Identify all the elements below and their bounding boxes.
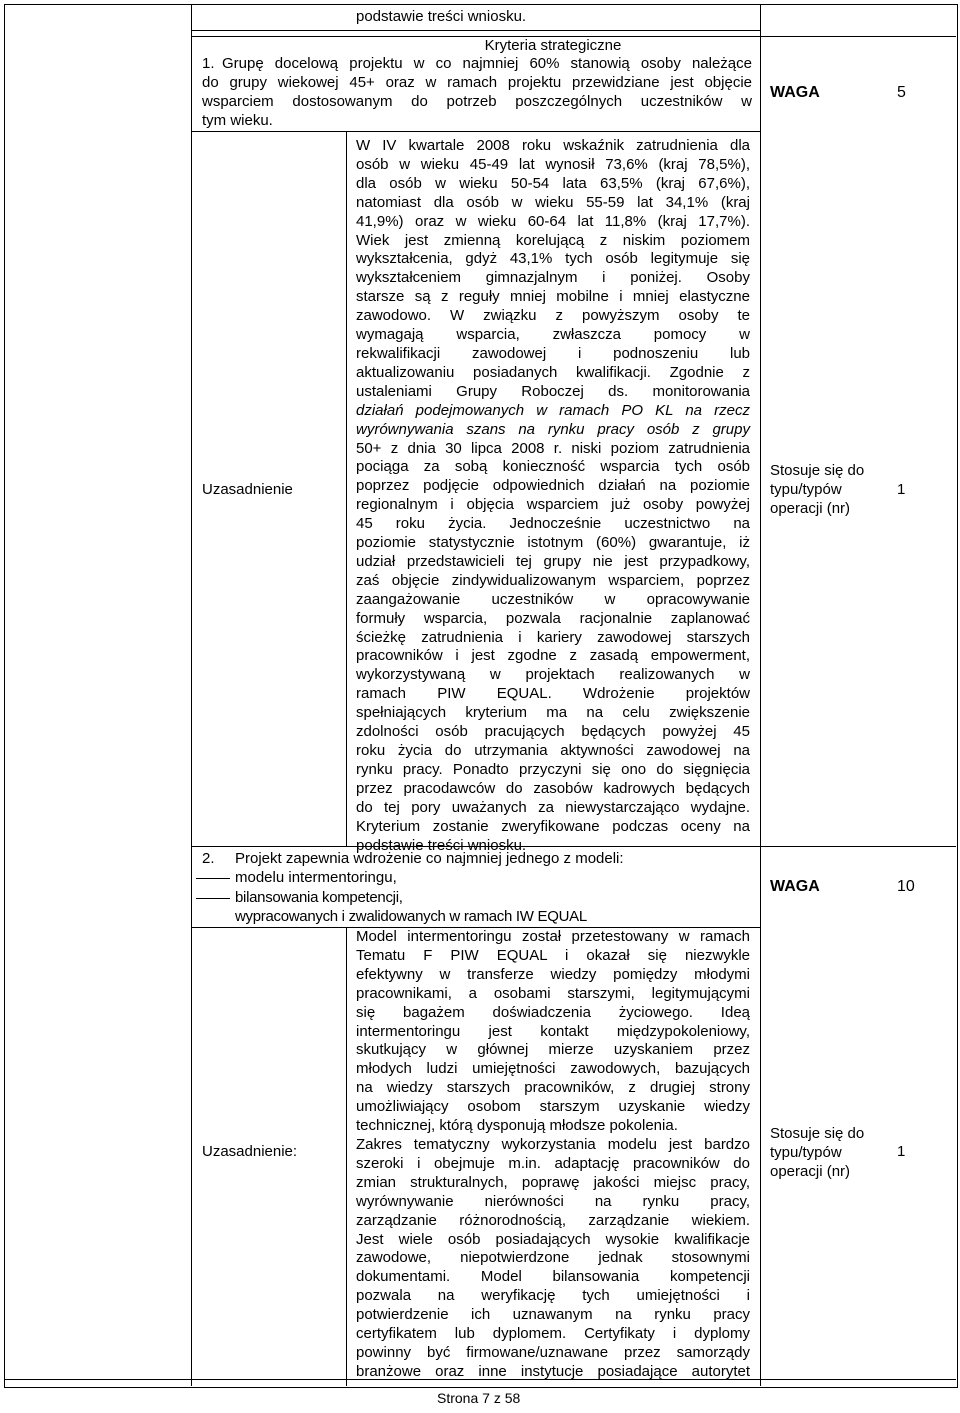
justification-line: formuły wsparcia, pozwala racjonalnie zaplanować: [356, 609, 750, 627]
criterion2-weight-label: WAGA: [770, 878, 820, 895]
criterion1-justification: [356, 137, 750, 855]
col-divider-right: [760, 4, 761, 1386]
bullet-dash: [196, 878, 230, 879]
justification-line: na wiedzy starszych pracowników, z drugiej strony: [356, 1079, 750, 1097]
justification-line: certyfikatem lub dyplomem. Certyfikaty i dyplomy: [356, 1325, 750, 1343]
criterion1-line: wsparciem dostosowanym do potrzeb poszczególnych uczestników w: [202, 92, 752, 110]
justification-line: pociąga za sobą konieczność wsparcia tych osób: [356, 458, 750, 476]
justification-line: udział przedstawicieli tej grupy nie jest przypadkowy,: [356, 552, 750, 570]
justification-line: podstawie treści wniosku.: [356, 836, 527, 854]
justification-line: wyrównywania szans na rynku pracy osób z grupy: [356, 420, 750, 438]
col-divider-left: [191, 4, 192, 1386]
justification-line: pracowników i jest zgodne z zasadą empowerment,: [356, 647, 750, 665]
justification-line: do tej pory uważanych za niewystarczająco wydajne.: [356, 798, 750, 816]
justification-line: ramach PIW EQUAL. Wdrożenie projektów: [356, 685, 750, 703]
criterion1-weight-value: 5: [897, 84, 906, 101]
justification-line: spełniających kryterium ma na celu zwiększenie: [356, 704, 750, 722]
criterion2-applies: [770, 1125, 864, 1182]
justification-line: ścieżkę zatrudnienia i kariery zawodowej starszych: [356, 628, 750, 646]
justification-line: W IV kwartale 2008 roku wskaźnik zatrudnienia dla: [356, 137, 750, 154]
justification-line: roku życia do utrzymania aktywności zawodowej na: [356, 742, 750, 759]
justification-line: 50+ z dnia 30 lipca 2008 r. niski poziom zatrudnienia: [356, 439, 750, 457]
justification-line: młodych ludzi umiejętności zawodowych, bazujących: [356, 1060, 750, 1078]
justification-line: potwierdzenie ich uznawanym na rynku pracy: [356, 1306, 750, 1324]
justification-line: technicznej, którą dysponują młodsze pokolenia.: [356, 1117, 678, 1135]
col-divider-justification: [346, 131, 347, 846]
justification-line: wykształceniem gimnazjalnym i poniżej. Osoby: [356, 269, 750, 287]
justification-line: Jest wiele osób posiadających wysokie kwalifikacje: [356, 1230, 750, 1248]
justification-line: umożliwiający osobom starszym uzyskanie wiedzy: [356, 1098, 750, 1116]
justification-line: powinny być firmowane/uznawane przez samorządy: [356, 1343, 750, 1361]
applies-line: operacji (nr): [770, 1162, 851, 1180]
bullet-dash: [196, 898, 230, 899]
applies-line: typu/typów: [770, 480, 842, 498]
row-divider-right-2: [761, 846, 956, 847]
justification-line: zmian strukturalnych, poprawę jakości miejsc pracy,: [356, 1173, 750, 1191]
row-divider-1: [192, 131, 760, 132]
justification-line: Wiek jest zmienną korelującą z niskim poziomem: [356, 231, 750, 249]
page-number: Strona 7 z 58: [437, 1390, 521, 1406]
justification-line: skutkujący w głównej mierze uzyskaniem przez: [356, 1041, 750, 1059]
criterion1-text: [202, 55, 752, 131]
criterion2-justification: [356, 928, 750, 1382]
justification-line: starsze są z reguły mniej mobilne i mniej elastyczne: [356, 288, 750, 306]
justification-line: wykształcenia, gdyż 43,1% tych osób legitymuje się: [356, 250, 750, 268]
criterion1-applies: [770, 462, 864, 519]
justification-line: zdolności osób pracujących będących powyżej 45: [356, 723, 750, 741]
justification-line: rekwalifikacji zawodowej i podnoszeniu lub: [356, 344, 750, 362]
justification-line: zaś objęcie zindywidualizowanym wsparciem, poprzez: [356, 571, 750, 589]
applies-line: Stosuje się do: [770, 462, 865, 479]
justification-line: regionalnym i objęcia wsparciem już osoby powyżej: [356, 496, 750, 514]
row-divider-right-1: [761, 36, 956, 37]
criterion2-justification-label: Uzasadnienie:: [202, 1143, 298, 1160]
justification-line: Tematu F PIW EQUAL i okazał się niezwykle: [356, 946, 750, 964]
justification-line: Model intermentoringu został przetestowany w ramach: [356, 928, 750, 945]
criterion1-applies-value: 1: [897, 481, 906, 498]
justification-line: zawodowe, niepotwierdzone jednak stosownymi: [356, 1249, 750, 1267]
applies-line: Stosuje się do: [770, 1125, 865, 1142]
criterion1-justification-label: Uzasadnienie: [202, 481, 293, 498]
justification-line: rynku pracy. Ponadto przyczyni się ono do sięgnięcia: [356, 760, 750, 778]
justification-line: Kryterium zostanie zweryfikowane podczas oceny na: [356, 817, 750, 835]
justification-line: 45 roku życia. Jednocześnie uczestnictwo na: [356, 515, 750, 533]
justification-line: dla osób w wieku 50-54 lata 63,5% (kraj 67,6%),: [356, 174, 750, 192]
criterion2-tail: wypracowanych i zwalidowanych w ramach IW EQUAL: [235, 908, 587, 925]
criterion2-model: bilansowania kompetencji,: [235, 889, 403, 906]
justification-line: dokumentami. Model bilansowania kompetencji: [356, 1268, 750, 1286]
row-divider-criteria: [192, 30, 760, 31]
justification-line: wykorzystywaną w projektach realizowanych w: [356, 666, 750, 684]
top-continuation: podstawie treści wniosku.: [356, 8, 527, 25]
criterion1-line: tym wieku.: [202, 111, 273, 129]
justification-line: pracownikami, a osobami starszymi, legitymującymi: [356, 984, 750, 1002]
justification-line: zaangażowanie uczestników w opracowywanie: [356, 590, 750, 608]
applies-line: typu/typów: [770, 1143, 842, 1161]
justification-line: wymagają wsparcia, zwłaszcza pomocy w: [356, 326, 750, 344]
justification-line: działań podejmowanych w ramach PO KL na rzecz: [356, 401, 750, 419]
justification-line: poziomie statystycznie istotnym (60%) gwarantuje, iż: [356, 534, 750, 552]
justification-line: intermentoringu jest kontakt międzypokoleniowy,: [356, 1022, 750, 1040]
justification-line: zarządzanie różnorodnością, zarządzanie wiekiem.: [356, 1211, 750, 1229]
criterion2-applies-value: 1: [897, 1143, 906, 1160]
justification-line: branżowe oraz inne instytucje posiadające autorytet: [356, 1362, 750, 1380]
justification-line: natomiast dla osób w wieku 55-59 lat 34,1% (kraj: [356, 193, 750, 211]
justification-line: szeroki i obejmuje m.in. adaptację pracowników do: [356, 1154, 750, 1172]
justification-line: 41,9%) oraz w wieku 60-64 lat 11,8% (kraj 17,7%).: [356, 212, 750, 230]
criterion2-weight-value: 10: [897, 878, 915, 895]
criterion1-weight-label: WAGA: [770, 84, 820, 101]
justification-line: poprzez podjęcie odpowiednich działań na poziomie: [356, 477, 750, 495]
justification-line: efektywny w transferze wiedzy pomiędzy młodymi: [356, 965, 750, 983]
criterion2-intro: Projekt zapewnia wdrożenie co najmniej jednego z modeli:: [235, 850, 624, 867]
col-divider-justification-2: [346, 927, 347, 1386]
justification-line: pozwala na weryfikację tych umiejętności i: [356, 1287, 750, 1305]
justification-line: przez pracodawców do zasobów kadrowych będących: [356, 779, 750, 797]
criterion2-number: 2.: [202, 850, 215, 867]
criterion1-line: Grupę docelową projektu w co najmniej 60% stanowią osoby należące: [222, 55, 752, 72]
justification-line: zawodowo. W związku z powyższym osoby te: [356, 307, 750, 325]
justification-line: osób w wieku 45-49 lat wynosił 73,6% (kraj 78,5%),: [356, 155, 750, 173]
criterion1-line: do grupy wiekowej 45+ oraz w ramach projektu przewidziane jest objęcie: [202, 73, 752, 91]
justification-line: Zakres tematyczny wykorzystania modelu jest bardzo: [356, 1135, 750, 1153]
criteria-title: Kryteria strategiczne: [484, 37, 622, 54]
justification-line: aktualizowaniu posiadanych kwalifikacji. Zgodnie z: [356, 363, 750, 381]
criterion1-number: 1.: [202, 55, 215, 72]
justification-line: się bagażem doświadczenia życiowego. Ideą: [356, 1003, 750, 1021]
criterion2-model: modelu intermentoringu,: [235, 869, 397, 886]
applies-line: operacji (nr): [770, 499, 851, 517]
justification-line: ustaleniami Grupy Roboczej ds. monitorowania: [356, 382, 750, 400]
justification-line: wyrównywanie nierówności na rynku pracy,: [356, 1192, 750, 1210]
